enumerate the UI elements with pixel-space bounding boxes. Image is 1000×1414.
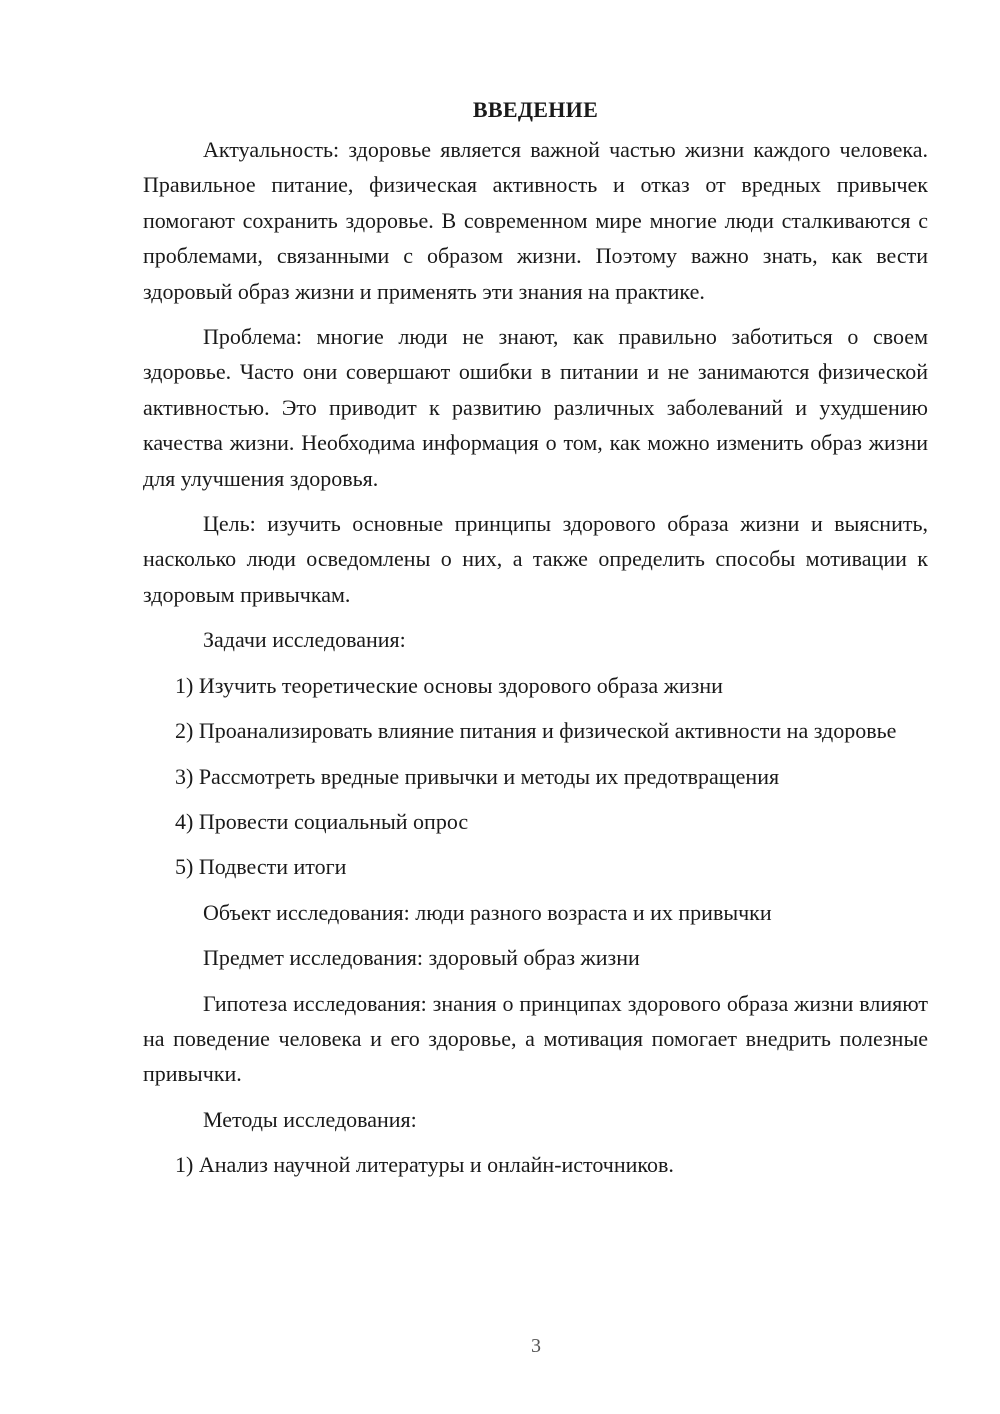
task-item-5: 5) Подвести итоги <box>175 854 347 880</box>
method-item-1: 1) Анализ научной литературы и онлайн-источников. <box>175 1152 674 1178</box>
task-item-3: 3) Рассмотреть вредные привычки и методы их предотвращения <box>175 763 780 789</box>
goal-paragraph: Цель: изучить основные принципы здорового образа жизни и выяснить, насколько люди осведомлены о них, а также определить способы мотивации к здоровым привычкам. <box>143 511 928 607</box>
relevance-paragraph: Актуальность: здоровье является важной частью жизни каждого человека. Правильное питание, физическая активность и отказ от вредных привычек помогают сохранить здоровье. В современном мире многие люди сталкиваются с проблемами, связанными с образом жизни. Поэтому важно знать, как вести здоровый образ жизни и применять эти знания на практике. <box>143 137 928 304</box>
methods-heading: Методы исследования: <box>203 1106 417 1132</box>
problem-paragraph: Проблема: многие люди не знают, как правильно заботиться о своем здоровье. Часто они совершают ошибки в питании и не занимаются физической активностью. Это приводит к развитию различных заболеваний и ухудшению качества жизни. Необходима информация о том, как можно изменить образ жизни для улучшения здоровья. <box>143 324 928 491</box>
page-number: 3 <box>531 1335 541 1357</box>
page-content <box>143 92 928 1193</box>
research-object: Объект исследования: люди разного возраста и их привычки <box>203 899 772 925</box>
research-subject: Предмет исследования: здоровый образ жизни <box>203 945 640 971</box>
task-item-4: 4) Провести социальный опрос <box>175 808 469 834</box>
task-item-2: 2) Проанализировать влияние питания и физической активности на здоровье <box>175 718 897 744</box>
hypothesis-paragraph: Гипотеза исследования: знания о принципах здорового образа жизни влияют на поведение человека и его здоровье, а мотивация помогает внедрить полезные привычки. <box>143 990 928 1087</box>
section-title: ВВЕДЕНИЕ <box>472 97 599 122</box>
tasks-heading: Задачи исследования: <box>203 627 406 653</box>
task-item-1: 1) Изучить теоретические основы здорового образа жизни <box>175 672 723 698</box>
